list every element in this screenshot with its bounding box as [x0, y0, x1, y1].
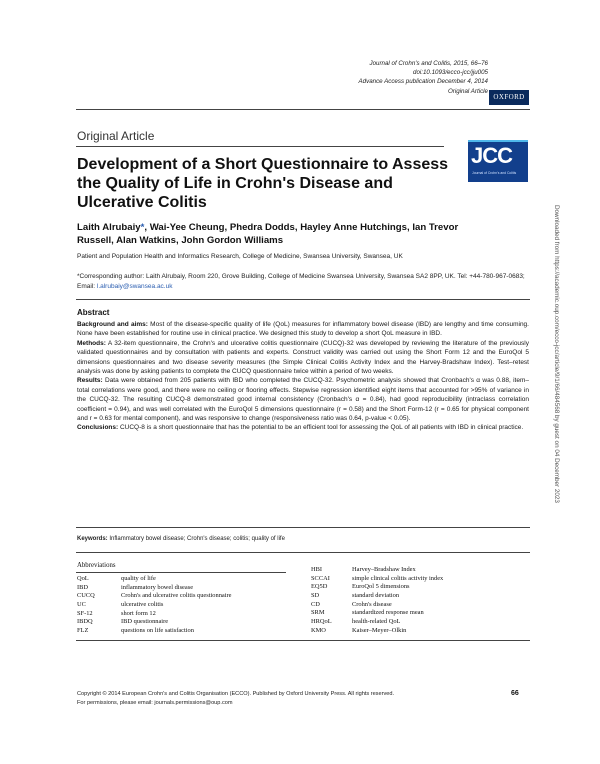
abbreviation-row: SF-12 short form 12	[77, 609, 156, 617]
article-type-small: Original Article	[447, 87, 488, 95]
download-watermark: Downloaded from https://academic.oup.com/ecco-jcc/article/9/1/66/484568 by guest on 04 December 2023	[553, 205, 560, 503]
keywords	[77, 535, 529, 543]
abbreviation-row: KMO Kaiser–Meyer–Olkin	[311, 626, 407, 634]
abstract-results: Results: Data were obtained from 205 patients with IBD who completed the CUCQ-32. Psychometric analysis showed that Cronbach's α was 0.88, item–total correlations were good, and there were no ceiling or flooring effects. Stepwise regression identified eight items that accounted for >95% of variance in the CUCQ-32. The resulting CUCQ-8 demonstrated good internal consistency (Cronbach's α = 0.84), had good reproducibility (intraclass correlation coefficient = 0.94), and was well correlated with the EuroQol 5 dimensions questionnaire (r = 0.58) and the Short Form-12 (r = 0.65 for physical component and r = 0.63 for mental component), and was responsive to change (responsiveness ratio was 0.64, p-value < 0.05).	[77, 377, 529, 423]
page-number: 66	[511, 690, 519, 697]
abbreviations-bottom-rule	[76, 640, 530, 641]
journal-meta	[359, 59, 488, 96]
article-title: Development of a Short Questionnaire to Assess the Quality of Life in Crohn's Disease and Ulcerative Colitis	[77, 156, 449, 211]
abbreviations-title-rule	[76, 572, 286, 573]
abbreviation-row: QoL quality of life	[77, 575, 156, 582]
title-rule	[76, 146, 444, 147]
corresponding-marker[interactable]: *	[140, 222, 145, 233]
abstract-background: Background and aims: Most of the disease-specific quality of life (QoL) measures for inflammatory bowel disease (IBD) are lengthy and time consuming. None have been established for routine use in clinical practice. We designed this study to develop a short QoL measure in IBD.	[77, 321, 529, 338]
keywords-label: Keywords:	[77, 536, 108, 542]
abbreviation-row: IBDQ IBD questionnaire	[77, 618, 169, 626]
abstract-conclusions: Conclusions: CUCQ-8 is a short questionnaire that has the potential to be an efficient tool for assessing the QoL of all patients with IBD in clinical practice.	[77, 424, 524, 432]
permissions-notice: For permissions, please email: journals.permissions@oup.com	[77, 699, 233, 706]
co-authors: , Wai-Yee Cheung, Phedra Dodds, Hayley Anne Hutchings, Ian Trevor Russell, Alan Watkins, John Gordon Williams	[77, 222, 459, 246]
abbreviations-title: Abbreviations	[77, 562, 116, 569]
jcc-logo-text: JCC	[471, 143, 513, 168]
abbreviations-top-rule	[76, 552, 530, 553]
correspondence	[77, 272, 529, 291]
abbreviation-row: FLZ questions on life satisfaction	[77, 627, 194, 635]
first-author: Laith Alrubaiy	[77, 222, 141, 233]
abstract-methods: Methods: A 32-item questionnaire, the Crohn's and ulcerative colitis questionnaire (CUCQ)-32 was developed by reviewing the literature of the previously validated questionnaires and by consultation with patients and experts. Construct validity was carried out using the Short Form 12 and the EuroQol 5 dimensions questionnaires and two disease severity measures (the Simple Clinical Colitis Activity Index and the Harvey-Bradshaw Index). Test–retest analysis was done by asking patients to complete the CUCQ questionnaire twice within a period of two weeks.	[77, 339, 529, 376]
abstract-body	[77, 320, 529, 433]
abbreviation-row: CD Crohn's disease	[311, 600, 392, 608]
abstract-bottom-rule	[76, 527, 530, 528]
abstract-heading: Abstract	[77, 308, 110, 317]
abbreviations-right-column	[311, 566, 443, 636]
correspondence-text: *Corresponding author: Laith Alrubaiy, Room 220, Grove Building, College of Medicine Swansea University, Swansea SA2 8PP, UK. Tel: +44-780-967-0683; Email:	[77, 273, 525, 290]
footer	[77, 690, 497, 707]
abbreviation-row: HBI Harvey–Bradshaw Index	[311, 566, 416, 573]
author-list	[77, 222, 477, 247]
copyright-notice: Copyright © 2014 European Crohn's and Colitis Organisation (ECCO). Published by Oxford University Press. All rights reserved.	[77, 691, 395, 697]
abbreviation-row: EQ5D EuroQol 5 dimensions	[311, 583, 410, 591]
oxford-logo: OXFORD	[489, 90, 529, 105]
abbreviation-row: SCCAI simple clinical colitis activity index	[311, 574, 444, 582]
correspondence-email-link[interactable]: l.alrubaiy@swansea.ac.uk	[96, 282, 173, 290]
abbreviation-row: HRQoL health-related QoL	[311, 618, 401, 626]
abbreviation-row: CUCQ Crohn's and ulcerative colitis questionnaire	[77, 592, 232, 600]
affiliation: Patient and Population Health and Informatics Research, College of Medicine, Swansea University, Swansea, UK	[77, 253, 403, 260]
advance-access: Advance Access publication December 4, 2014	[358, 78, 488, 86]
keywords-text: Inflammatory bowel disease; Crohn's disease; colitis; quality of life	[109, 536, 285, 542]
logo-accent-bar	[468, 140, 528, 142]
jcc-logo-subtitle: Journal of Crohn's and Colitis	[472, 171, 517, 175]
abbreviation-row: IBD inflammatory bowel disease	[77, 583, 194, 591]
abbreviation-row: SD standard deviation	[311, 592, 400, 600]
abstract-top-rule	[76, 299, 530, 300]
jcc-journal-logo	[468, 140, 528, 182]
header-rule	[76, 109, 530, 110]
abbreviations-left-column	[77, 575, 231, 636]
abbreviation-row: SRM standardized response mean	[311, 609, 424, 617]
article-type: Original Article	[77, 129, 155, 143]
abbreviation-row: UC ulcerative colitis	[77, 601, 164, 609]
journal-citation: Journal of Crohn's and Colitis, 2015, 66–76	[369, 60, 488, 67]
doi: doi:10.1093/ecco-jcc/jju005	[413, 69, 488, 77]
